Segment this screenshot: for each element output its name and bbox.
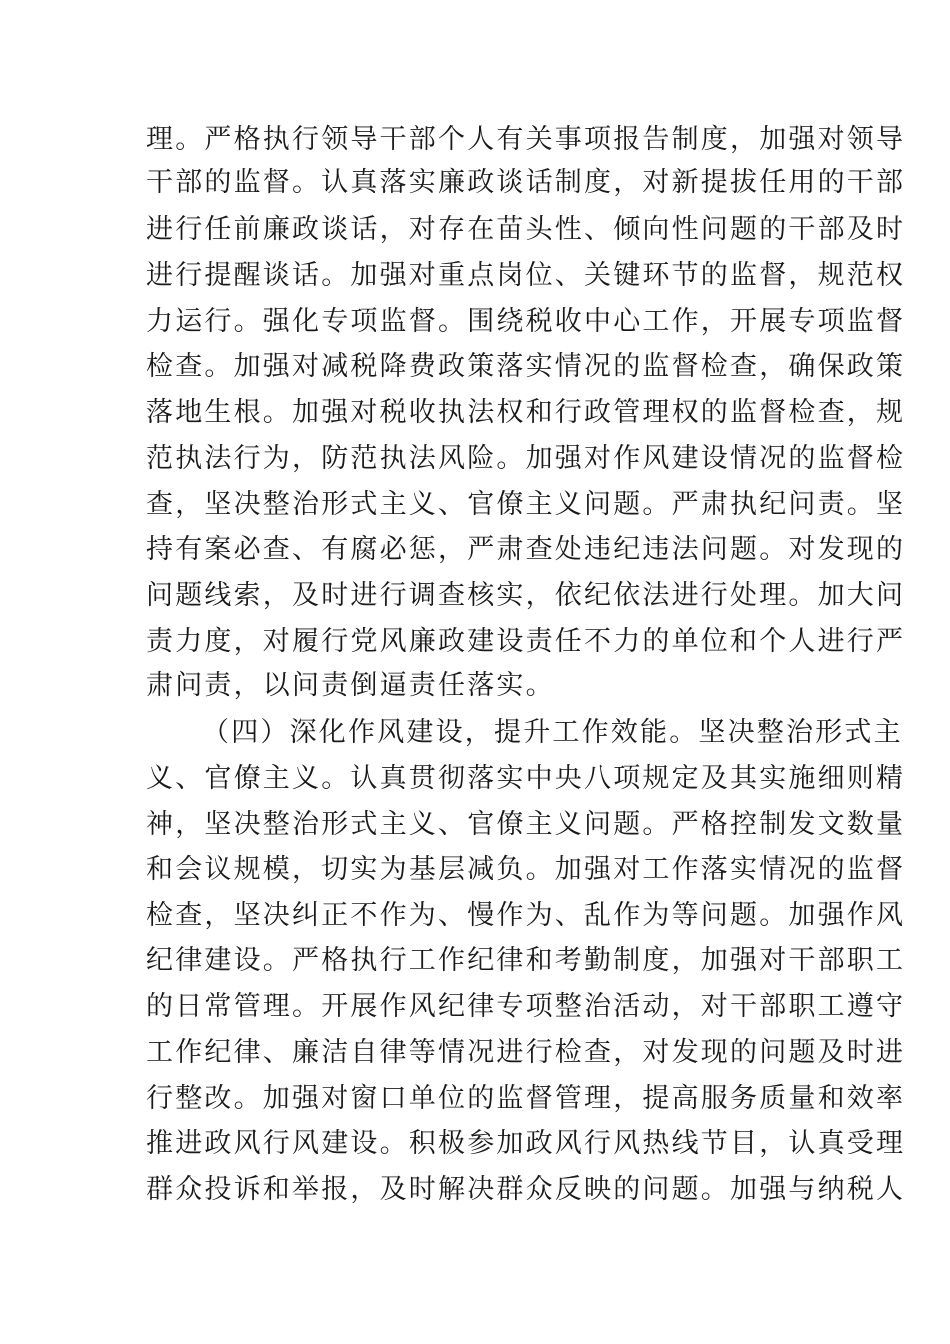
text-line: 行整改。加强对窗口单位的监督管理，提高服务质量和效率 bbox=[146, 1083, 906, 1114]
text-line: 持有案必查、有腐必惩，严肃查处违纪违法问题。对发现的 bbox=[146, 534, 906, 565]
text-line: 纪律建设。严格执行工作纪律和考勤制度，加强对干部职工 bbox=[146, 945, 906, 976]
section-heading-line: （四）深化作风建设，提升工作效能。坚决整治形式主 bbox=[202, 717, 903, 748]
text-line: 进行任前廉政谈话，对存在苗头性、倾向性问题的干部及时 bbox=[146, 214, 906, 245]
text-line: 范执法行为，防范执法风险。加强对作风建设情况的监督检 bbox=[146, 443, 906, 474]
text-line: 的日常管理。开展作风纪律专项整治活动，对干部职工遵守 bbox=[146, 991, 906, 1022]
text-line: 检查，坚决纠正不作为、慢作为、乱作为等问题。加强作风 bbox=[146, 900, 906, 931]
text-line: 神，坚决整治形式主义、官僚主义问题。严格控制发文数量 bbox=[146, 809, 906, 840]
text-line: 问题线索，及时进行调查核实，依纪依法进行处理。加大问 bbox=[146, 580, 906, 611]
text-line: 进行提醒谈话。加强对重点岗位、关键环节的监督，规范权 bbox=[146, 260, 906, 291]
text-line: 理。严格执行领导干部个人有关事项报告制度，加强对领导 bbox=[146, 124, 906, 155]
text-line: 查，坚决整治形式主义、官僚主义问题。严肃执纪问责。坚 bbox=[146, 489, 906, 520]
text-line: 检查。加强对减税降费政策落实情况的监督检查，确保政策 bbox=[146, 351, 906, 382]
text-line: 推进政风行风建设。积极参加政风行风热线节目，认真受理 bbox=[146, 1128, 906, 1159]
text-line: 干部的监督。认真落实廉政谈话制度，对新提拔任用的干部 bbox=[146, 167, 906, 198]
text-line: 群众投诉和举报，及时解决群众反映的问题。加强与纳税人 bbox=[146, 1174, 906, 1205]
text-line: 和会议规模，切实为基层减负。加强对工作落实情况的监督 bbox=[146, 854, 906, 885]
text-line: 力运行。强化专项监督。围绕税收中心工作，开展专项监督 bbox=[146, 306, 906, 337]
text-line: 肃问责，以问责倒逼责任落实。 bbox=[146, 670, 555, 701]
text-line: 责力度，对履行党风廉政建设责任不力的单位和个人进行严 bbox=[146, 626, 906, 657]
text-line: 工作纪律、廉洁自律等情况进行检查，对发现的问题及时进 bbox=[146, 1037, 906, 1068]
text-line: 落地生根。加强对税收执法权和行政管理权的监督检查，规 bbox=[146, 397, 906, 428]
text-line: 义、官僚主义。认真贯彻落实中央八项规定及其实施细则精 bbox=[146, 763, 906, 794]
